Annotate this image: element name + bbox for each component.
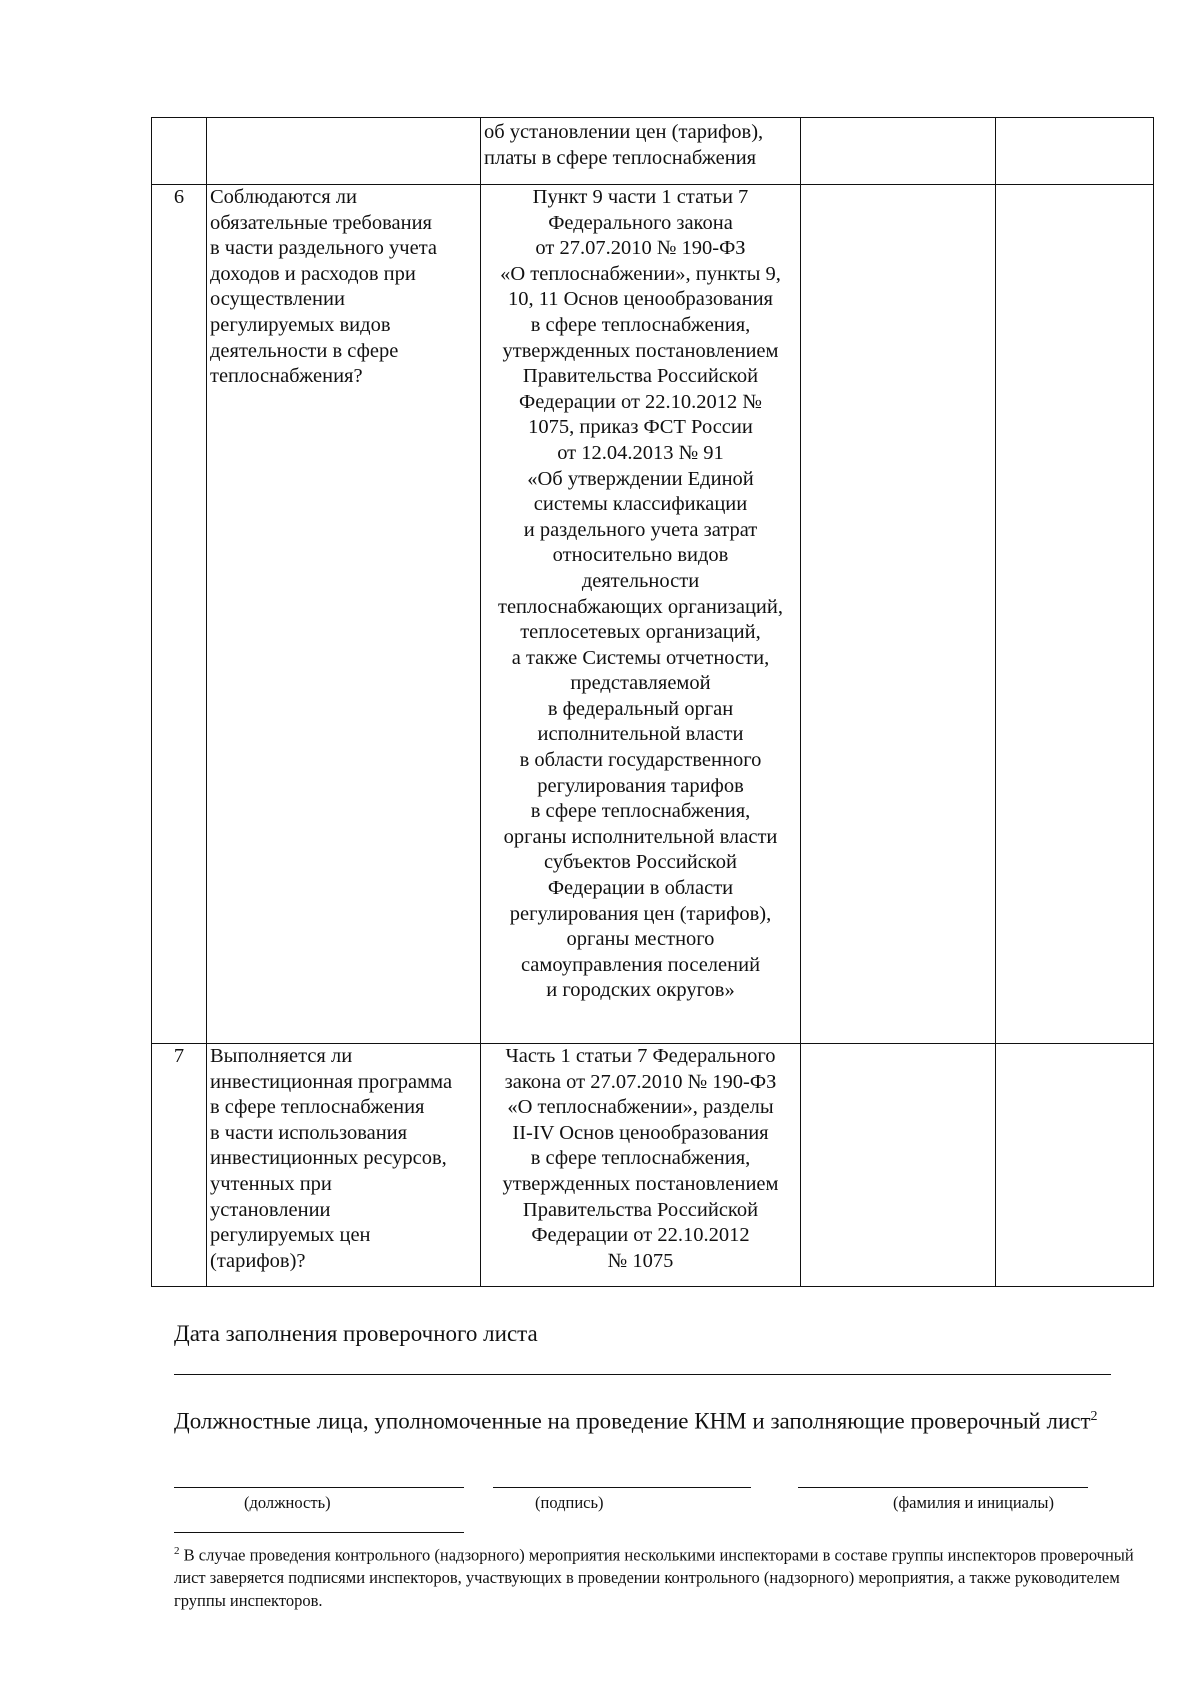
reference-line: Пункт 9 части 1 статьи 7 <box>532 186 749 208</box>
question-cell <box>207 185 481 1044</box>
question-line: (тарифов)? <box>210 1249 306 1272</box>
question-line: в части раздельного учета <box>210 237 438 260</box>
reference-cell <box>481 118 801 185</box>
reference-line: субъектов Российской <box>544 851 737 874</box>
question-line: Соблюдаются ли <box>210 186 357 208</box>
reference-cell <box>481 1044 801 1287</box>
footnote-text: В случае проведения контрольного (надзорного) мероприятия несколькими инспекторами в составе группы инспекторов проверочный лист заверяется подписями инспекторов, участвующих в проведении контрольного (надзорного) мероприятия, а также руководителем группы инспекторов. <box>174 1545 1134 1610</box>
reference-line: Федерации в области <box>547 877 734 900</box>
reference-line: закона от 27.07.2010 № 190-ФЗ <box>504 1070 777 1093</box>
position-caption: (должность) <box>244 1493 331 1512</box>
question-line: инвестиционных ресурсов, <box>210 1147 447 1170</box>
reference-line: в федеральный орган <box>547 697 734 720</box>
question-line: регулируемых цен <box>210 1224 371 1247</box>
reference-line: самоуправления поселений <box>520 953 761 976</box>
reference-line: в области государственного <box>519 749 762 772</box>
reference-line: в сфере теплоснабжения, <box>530 1147 751 1170</box>
officials-text: Должностные лица, уполномоченные на проведение КНМ и заполняющие проверочный лист <box>174 1408 1091 1434</box>
reference-cell <box>481 185 801 1044</box>
officials-heading <box>174 1403 1124 1436</box>
reference-line: Федерации от 22.10.2012 <box>531 1224 750 1247</box>
reference-line: 10, 11 Основ ценообразования <box>508 288 773 311</box>
question-line: установлении <box>210 1198 331 1221</box>
footnote-separator <box>174 1532 464 1533</box>
reference-line: Федерации от 22.10.2012 № <box>519 390 762 413</box>
footnote-marker: 2 <box>174 1545 180 1557</box>
reference-line: от 27.07.2010 № 190-ФЗ <box>535 237 746 260</box>
row-number-cell <box>152 118 207 185</box>
reference-line: «Об утверждении Единой <box>527 467 754 490</box>
question-cell <box>207 118 481 185</box>
question-line: учтенных при <box>210 1172 332 1195</box>
footnote <box>174 1540 1134 1612</box>
note-cell[interactable] <box>996 118 1154 185</box>
row-number-cell: 6 <box>152 185 207 1044</box>
question-line: теплоснабжения? <box>210 365 363 388</box>
reference-line: утвержденных постановлением <box>502 1172 779 1195</box>
reference-line: регулирования цен (тарифов), <box>509 902 772 925</box>
note-cell[interactable] <box>996 185 1154 1044</box>
reference-line: системы классификации <box>533 493 748 516</box>
question-line: деятельности в сфере <box>210 339 399 362</box>
checklist-table <box>151 117 1154 1287</box>
footnote-reference: 2 <box>1090 1409 1098 1424</box>
reference-line: теплоснабжающих организаций, <box>498 595 783 618</box>
note-cell[interactable] <box>996 1044 1154 1287</box>
position-signature-line[interactable] <box>174 1487 464 1488</box>
reference-line: Часть 1 статьи 7 Федерального <box>505 1045 776 1067</box>
reference-line: относительно видов <box>552 544 729 567</box>
question-line: в сфере теплоснабжения <box>210 1096 425 1119</box>
table-row-6 <box>152 185 1154 1044</box>
reference-line: «О теплоснабжении», пункты 9, <box>500 262 781 285</box>
answer-cell[interactable] <box>801 185 996 1044</box>
question-line: регулируемых видов <box>210 313 391 336</box>
reference-line: в сфере теплоснабжения, <box>530 313 751 336</box>
reference-line: в сфере теплоснабжения, <box>530 800 751 823</box>
reference-line: Правительства Российской <box>522 1198 759 1221</box>
question-line: доходов и расходов при <box>210 262 416 285</box>
question-line: инвестиционная программа <box>210 1070 453 1093</box>
question-line: обязательные требования <box>210 211 432 234</box>
reference-line: II-IV Основ ценообразования <box>512 1121 769 1144</box>
reference-line: об установлении цен (тарифов), <box>484 121 764 143</box>
signature-line[interactable] <box>493 1487 751 1488</box>
reference-line: органы местного <box>566 928 715 951</box>
question-cell <box>207 1044 481 1287</box>
table-row-7 <box>152 1044 1154 1287</box>
table-row-continuation <box>152 118 1154 185</box>
reference-line: 1075, приказ ФСТ России <box>528 416 753 439</box>
row-number-cell: 7 <box>152 1044 207 1287</box>
name-caption: (фамилия и инициалы) <box>893 1493 1054 1512</box>
question-line: Выполняется ли <box>210 1045 353 1067</box>
reference-line: исполнительной власти <box>537 723 744 746</box>
reference-line: представляемой <box>570 672 711 695</box>
fill-date-label: Дата заполнения проверочного листа <box>174 1321 538 1346</box>
reference-line: утвержденных постановлением <box>502 339 779 362</box>
question-line: осуществлении <box>210 288 345 311</box>
answer-cell[interactable] <box>801 118 996 185</box>
reference-line: теплосетевых организаций, <box>520 621 761 644</box>
reference-line: от 12.04.2013 № 91 <box>557 441 724 464</box>
reference-line: № 1075 <box>607 1249 674 1272</box>
reference-line: деятельности <box>581 569 700 592</box>
fill-date-line[interactable] <box>174 1374 1111 1375</box>
reference-line: платы в сфере теплоснабжения <box>484 146 757 169</box>
reference-line: регулирования тарифов <box>537 774 744 797</box>
reference-line: органы исполнительной власти <box>503 825 778 848</box>
reference-line: и раздельного учета затрат <box>523 518 758 541</box>
name-signature-line[interactable] <box>798 1487 1088 1488</box>
reference-line: Правительства Российской <box>522 365 759 388</box>
reference-line: а также Системы отчетности, <box>511 646 770 669</box>
reference-line: Федерального закона <box>548 211 733 234</box>
question-line: в части использования <box>210 1121 408 1144</box>
reference-line: «О теплоснабжении», разделы <box>507 1096 774 1119</box>
answer-cell[interactable] <box>801 1044 996 1287</box>
reference-line: и городских округов» <box>546 979 735 1002</box>
signature-caption: (подпись) <box>535 1493 604 1512</box>
